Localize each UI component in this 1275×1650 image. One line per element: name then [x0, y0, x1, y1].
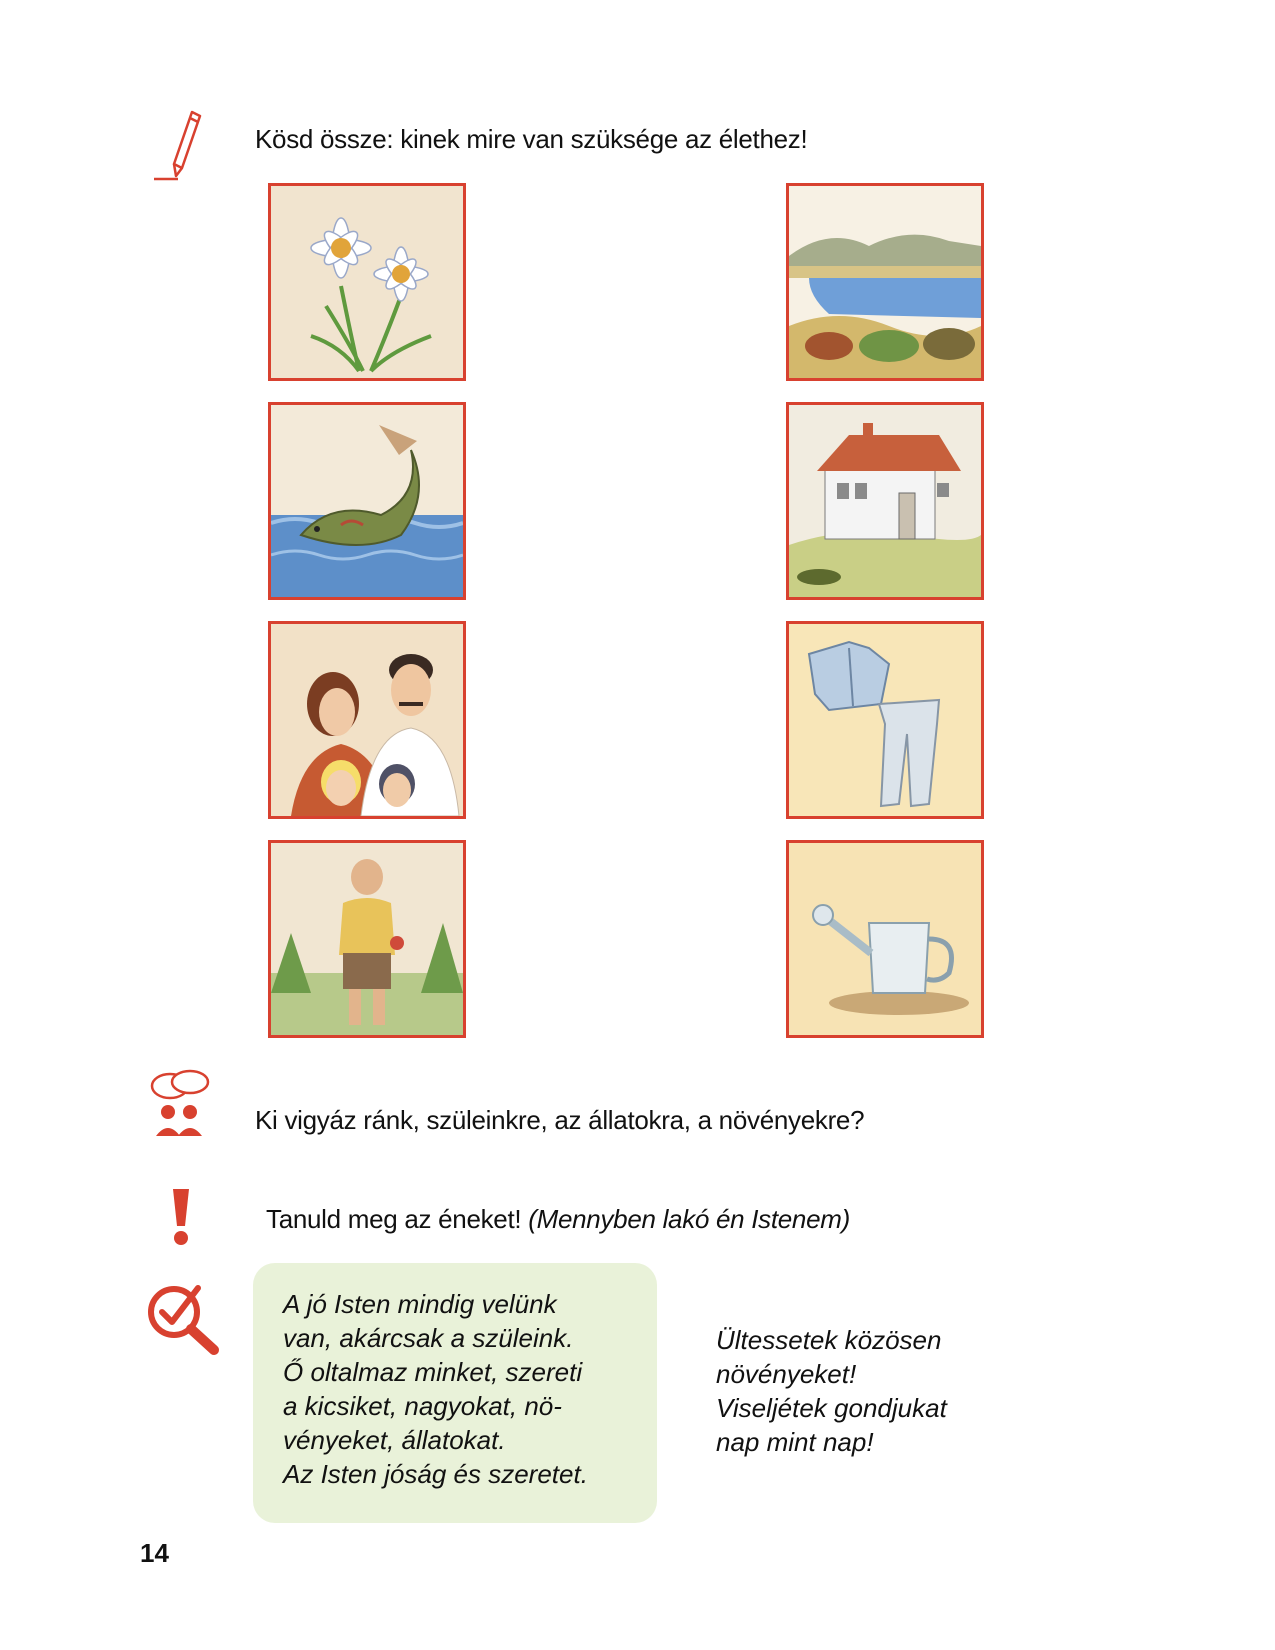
song-instruction-text: Tanuld meg az éneket! [266, 1204, 522, 1234]
instruction-text: Kösd össze: kinek mire van szüksége az élethez! [255, 124, 808, 154]
summary-line: a kicsiket, nagyokat, nö- [283, 1391, 562, 1421]
note-line: nap mint nap! [716, 1427, 874, 1457]
planting-note [716, 1323, 1016, 1459]
summary-line: Az Isten jóság és szeretet. [283, 1459, 588, 1489]
fish-jumping-picture[interactable] [268, 402, 466, 600]
clothes-picture[interactable] [786, 621, 984, 819]
song-instruction [266, 1204, 850, 1235]
house-picture[interactable] [786, 402, 984, 600]
watering-can-picture[interactable] [786, 840, 984, 1038]
note-line: Viseljétek gondjukat [716, 1393, 947, 1423]
note-line: növényeket! [716, 1359, 857, 1389]
exclamation-icon [170, 1186, 192, 1246]
summary-line: A jó Isten mindig velünk [283, 1289, 557, 1319]
summary-box [253, 1263, 657, 1523]
summary-line: Ő oltalmaz minket, szereti [283, 1357, 583, 1387]
song-title: (Mennyben lakó én Istenem) [528, 1204, 850, 1234]
lake-landscape-picture[interactable] [786, 183, 984, 381]
daisy-flowers-picture[interactable] [268, 183, 466, 381]
summary-line: vényeket, állatokat. [283, 1425, 506, 1455]
pencil-icon [152, 106, 208, 182]
discussion-group-icon [148, 1068, 212, 1138]
question-text: Ki vigyáz ránk, szüleinkre, az állatokra, a növényekre? [255, 1105, 865, 1135]
note-line: Ültessetek közösen [716, 1325, 942, 1355]
summary-line: van, akárcsak a szüleink. [283, 1323, 574, 1353]
page-number: 14 [140, 1538, 169, 1568]
boy-in-field-picture[interactable] [268, 840, 466, 1038]
check-magnifier-icon [146, 1282, 222, 1356]
family-picture[interactable] [268, 621, 466, 819]
